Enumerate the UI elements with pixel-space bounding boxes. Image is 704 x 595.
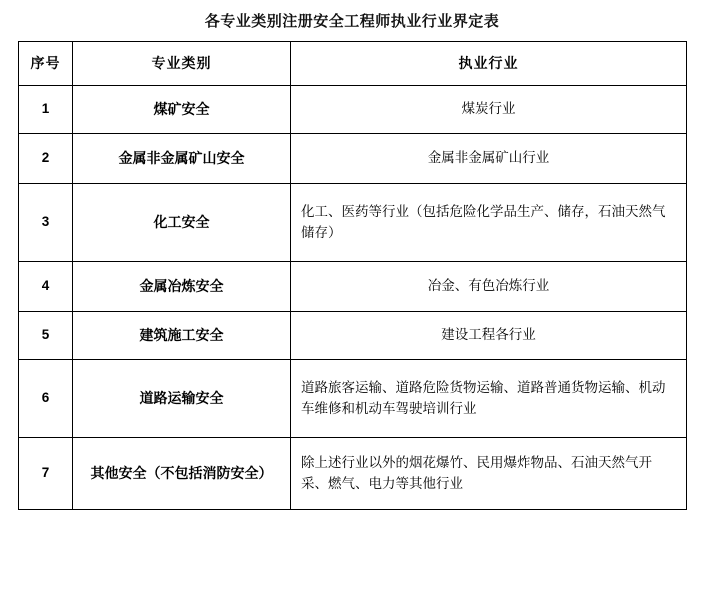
table-row	[19, 184, 687, 262]
profession-industry-table	[18, 41, 687, 510]
cell-industry: 道路旅客运输、道路危险货物运输、道路普通货物运输、机动车维修和机动车驾驶培训行业	[291, 360, 687, 438]
cell-no: 1	[19, 86, 73, 134]
cell-no: 7	[19, 438, 73, 510]
table-row	[19, 262, 687, 312]
cell-category: 道路运输安全	[73, 360, 291, 438]
cell-category: 其他安全（不包括消防安全）	[73, 438, 291, 510]
cell-category: 化工安全	[73, 184, 291, 262]
cell-no: 3	[19, 184, 73, 262]
table-row	[19, 360, 687, 438]
table-header	[19, 42, 687, 86]
column-header-category: 专业类别	[73, 42, 291, 86]
table-container	[0, 41, 704, 510]
column-header-industry: 执业行业	[291, 42, 687, 86]
cell-category: 建筑施工安全	[73, 312, 291, 360]
cell-industry: 金属非金属矿山行业	[291, 134, 687, 184]
table-header-row	[19, 42, 687, 86]
cell-no: 4	[19, 262, 73, 312]
cell-industry: 除上述行业以外的烟花爆竹、民用爆炸物品、石油天然气开采、燃气、电力等其他行业	[291, 438, 687, 510]
column-header-no: 序号	[19, 42, 73, 86]
cell-category: 金属冶炼安全	[73, 262, 291, 312]
cell-industry: 化工、医药等行业（包括危险化学品生产、储存，石油天然气储存）	[291, 184, 687, 262]
cell-industry: 冶金、有色冶炼行业	[291, 262, 687, 312]
cell-no: 5	[19, 312, 73, 360]
cell-no: 6	[19, 360, 73, 438]
cell-industry: 煤炭行业	[291, 86, 687, 134]
table-row	[19, 86, 687, 134]
cell-category: 煤矿安全	[73, 86, 291, 134]
table-body	[19, 86, 687, 510]
cell-category: 金属非金属矿山安全	[73, 134, 291, 184]
cell-industry: 建设工程各行业	[291, 312, 687, 360]
table-row	[19, 438, 687, 510]
table-row	[19, 312, 687, 360]
table-row	[19, 134, 687, 184]
cell-no: 2	[19, 134, 73, 184]
page-title: 各专业类别注册安全工程师执业行业界定表	[204, 13, 500, 30]
